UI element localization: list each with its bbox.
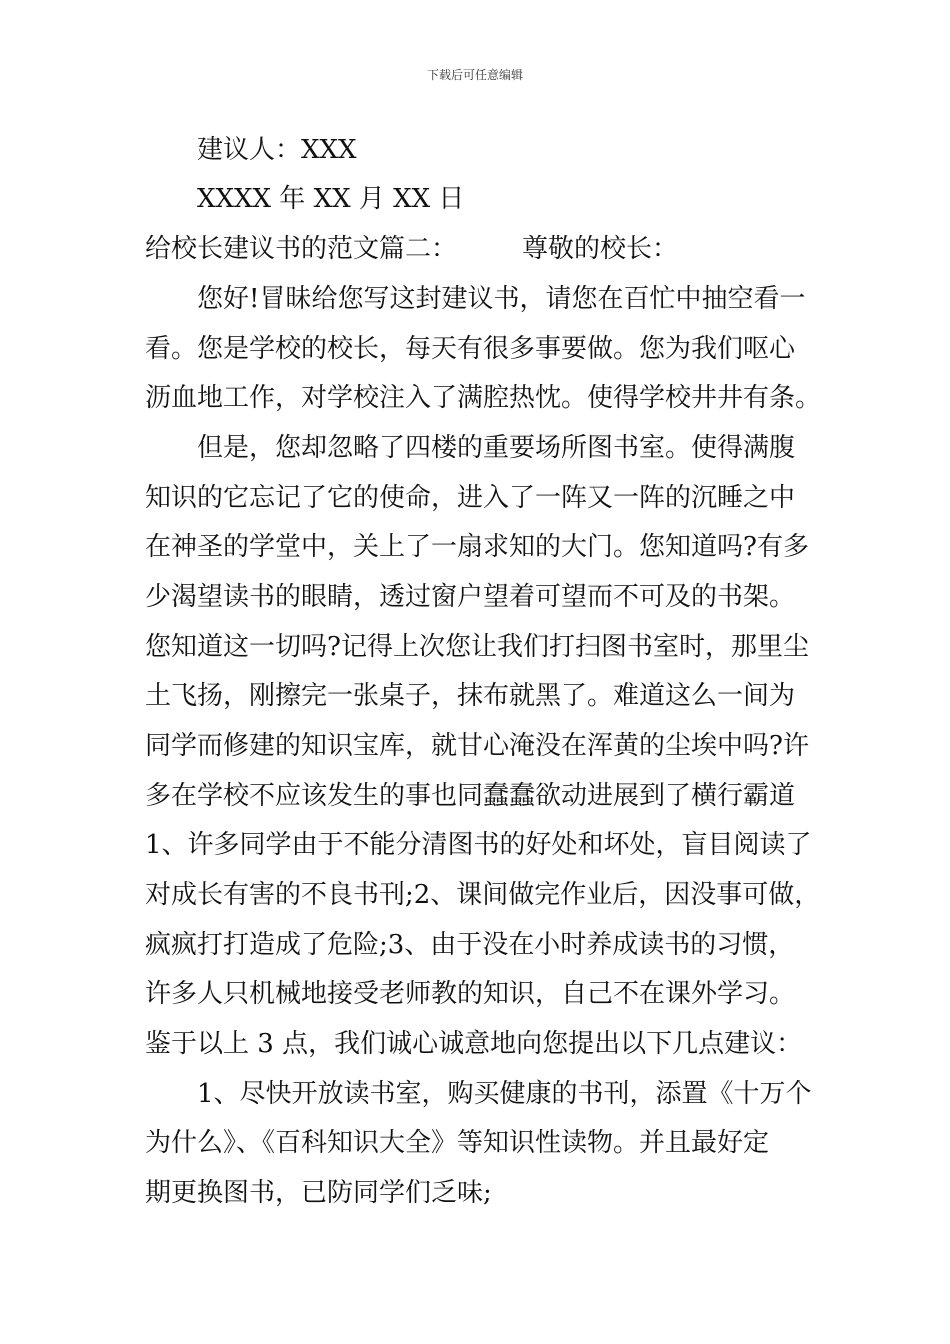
text-line: 1、许多同学由于不能分清图书的好处和坏处，盲目阅读了 xyxy=(145,830,812,860)
page-header: 下载后可任意编辑 xyxy=(426,68,523,82)
text-line: 但是，您却忽略了四楼的重要场所图书室。使得满腹 xyxy=(197,433,796,463)
text-line: 许多人只机械地接受老师教的知识，自己不在课外学习。 xyxy=(145,979,796,1009)
text-line: 对成长有害的不良书刊;2、课间做完作业后，因没事可做， xyxy=(145,880,821,910)
date-line: XXXX 年 XX 月 XX 日 xyxy=(197,184,465,214)
text-line: 土飞扬，刚擦完一张桌子，抹布就黑了。难道这么一间为 xyxy=(145,681,796,711)
author-line: 建议人：XXX xyxy=(197,135,357,165)
text-line: 为什么》、《百科知识大全》等知识性读物。并且最好定 xyxy=(145,1128,770,1158)
text-line: 1、尽快开放读书室，购买健康的书刊，添置《十万个 xyxy=(197,1079,812,1109)
text-line: 给校长建议书的范文篇二： 尊敬的校长： xyxy=(145,234,679,264)
text-line: 您知道这一切吗?记得上次您让我们打扫图书室时，那里尘 xyxy=(145,632,809,662)
text-line: 您好!冒昧给您写这封建议书，请您在百忙中抽空看一 xyxy=(197,284,806,314)
text-line: 在神圣的学堂中，关上了一扇求知的大门。您知道吗?有多 xyxy=(145,532,809,562)
text-line: 知识的它忘记了它的使命，进入了一阵又一阵的沉睡之中 xyxy=(145,483,796,513)
text-line: 期更换图书，已防同学们乏味; xyxy=(145,1178,492,1208)
text-line: 鉴于以上 3 点，我们诚心诚意地向您提出以下几点建议： xyxy=(145,1029,803,1059)
text-line: 多在学校不应该发生的事也同蠢蠢欲动进展到了横行霸道 xyxy=(145,781,796,811)
text-line: 同学而修建的知识宝库，就甘心淹没在浑黄的尘埃中吗?许 xyxy=(145,731,809,761)
text-line: 沥血地工作，对学校注入了满腔热忱。使得学校井井有条。 xyxy=(145,383,822,413)
text-line: 少渴望读书的眼睛，透过窗户望着可望而不可及的书架。 xyxy=(145,582,796,612)
text-line: 疯疯打打造成了危险;3、由于没在小时养成读书的习惯， xyxy=(145,930,795,960)
text-line: 看。您是学校的校长，每天有很多事要做。您为我们呕心 xyxy=(145,334,796,364)
